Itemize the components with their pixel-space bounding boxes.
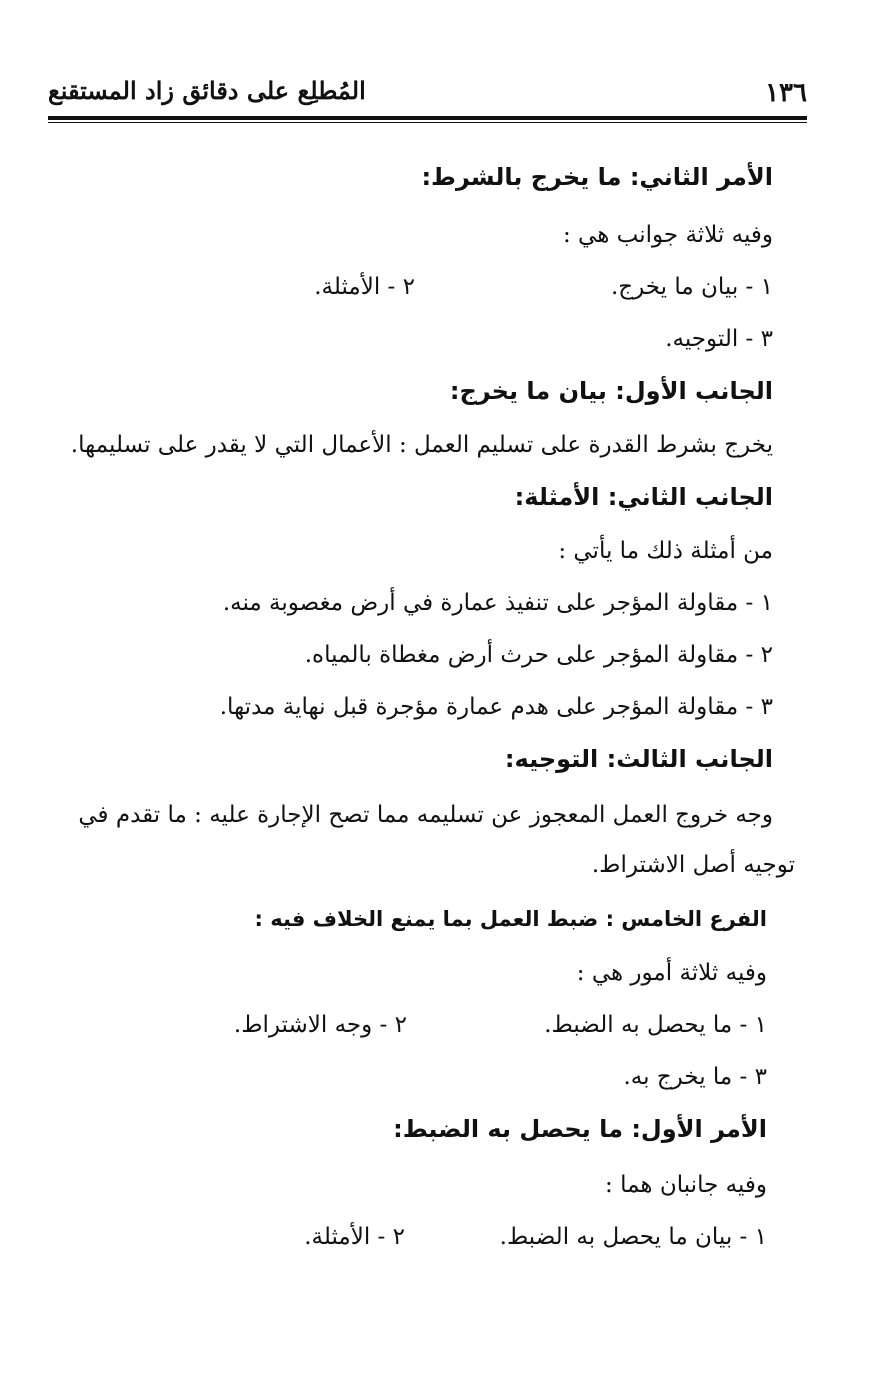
paragraph: وجه خروج العمل المعجوز عن تسليمه مما تصح الإجارة عليه : ما تقدم في [78, 802, 773, 828]
list-item: ٣ - مقاولة المؤجر على هدم عمارة مؤجرة قبل نهاية مدتها. [219, 694, 773, 720]
list-item: ٣ - ما يخرج به. [623, 1064, 767, 1090]
paragraph: توجيه أصل الاشتراط. [591, 852, 795, 878]
running-title: المُطلِع على دقائق زاد المستقنع [48, 76, 366, 105]
list-item: ١ - مقاولة المؤجر على تنفيذ عمارة في أرض مغصوبة منه. [222, 590, 773, 616]
branch-heading: الفرع الخامس : ضبط العمل بما يمنع الخلاف فيه : [254, 907, 767, 931]
list-item: ٢ - الأمثلة. [314, 274, 415, 300]
subsection-heading: الجانب الثالث: التوجيه: [504, 745, 773, 773]
subsection-heading: الجانب الثاني: الأمثلة: [514, 483, 773, 511]
subsection-heading: الجانب الأول: بيان ما يخرج: [449, 377, 773, 405]
list-item: ٢ - وجه الاشتراط. [233, 1012, 407, 1038]
list-item: ٢ - الأمثلة. [304, 1224, 405, 1250]
list-item: ٣ - التوجيه. [665, 326, 773, 352]
paragraph: وفيه ثلاثة أمور هي : [576, 960, 767, 986]
section-heading: الأمر الثاني: ما يخرج بالشرط: [421, 163, 773, 191]
list-item: ١ - بيان ما يخرج. [610, 274, 773, 300]
page-number: ١٣٦ [765, 78, 807, 108]
list-item: ١ - ما يحصل به الضبط. [544, 1012, 767, 1038]
paragraph: يخرج بشرط القدرة على تسليم العمل : الأعمال التي لا يقدر على تسليمها. [70, 432, 773, 458]
list-item: ٢ - مقاولة المؤجر على حرث أرض مغطاة بالمياه. [304, 642, 773, 668]
header-rule-thin [48, 122, 807, 123]
paragraph: وفيه ثلاثة جوانب هي : [563, 222, 773, 248]
header-rule-thick [48, 116, 807, 120]
section-heading: الأمر الأول: ما يحصل به الضبط: [393, 1115, 767, 1143]
paragraph: وفيه جانبان هما : [605, 1172, 767, 1198]
page-header [48, 70, 807, 110]
list-item: ١ - بيان ما يحصل به الضبط. [499, 1224, 767, 1250]
paragraph: من أمثلة ذلك ما يأتي : [558, 538, 773, 564]
